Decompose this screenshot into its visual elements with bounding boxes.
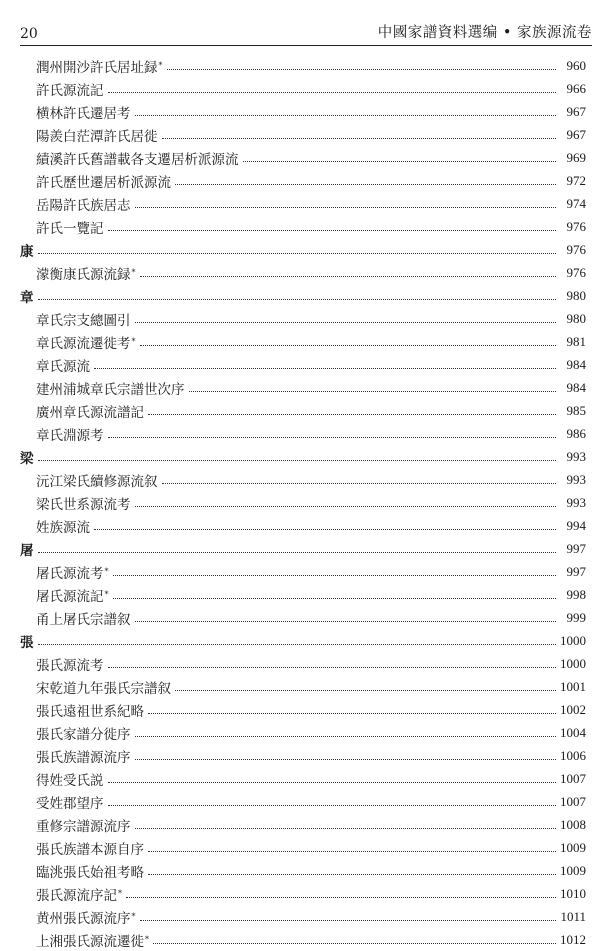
toc-page-number: 1009: [560, 862, 586, 878]
toc-entry[interactable]: [0, 928, 610, 951]
toc-entry-title: 上湘張氏源流遷徙: [36, 933, 144, 950]
dot-leader: [108, 782, 557, 783]
toc-page-number: 984: [566, 356, 586, 372]
dot-leader: [94, 368, 556, 369]
toc-section-heading[interactable]: [0, 445, 610, 468]
dot-leader: [135, 207, 557, 208]
toc-entry[interactable]: [0, 560, 610, 583]
toc-page-number: 1004: [560, 724, 586, 740]
toc-entry[interactable]: [0, 307, 610, 330]
toc-entry[interactable]: [0, 77, 610, 100]
toc-page-number: 986: [566, 425, 586, 441]
dot-leader: [148, 874, 556, 875]
table-of-contents: [0, 54, 610, 951]
toc-page-number: 1001: [560, 678, 586, 694]
dot-leader: [140, 276, 557, 277]
toc-entry-title: 章氏淵源考: [36, 427, 104, 444]
dot-leader: [108, 230, 557, 231]
toc-entry-title: 許氏歷世遷居析派源流: [36, 174, 171, 191]
toc-entry[interactable]: [0, 583, 610, 606]
asterisk-mark: *: [131, 912, 136, 921]
dot-leader: [148, 414, 556, 415]
toc-entry[interactable]: [0, 261, 610, 284]
asterisk-mark: *: [131, 268, 136, 277]
toc-entry-title: 章氏源流遷徙考: [36, 335, 131, 352]
toc-page-number: 1007: [560, 793, 586, 809]
toc-entry-title: 陽羨白茫潭許氏居徙: [36, 128, 158, 145]
toc-page-number: 976: [566, 241, 586, 257]
toc-entry-title: 許氏源流記: [36, 82, 104, 99]
toc-entry[interactable]: [0, 422, 610, 445]
asterisk-mark: *: [158, 61, 163, 70]
toc-page-number: 993: [566, 471, 586, 487]
toc-page-number: 980: [566, 287, 586, 303]
toc-entry[interactable]: [0, 882, 610, 905]
dot-leader: [175, 184, 556, 185]
toc-entry[interactable]: [0, 169, 610, 192]
dot-leader: [38, 299, 557, 300]
toc-entry[interactable]: [0, 698, 610, 721]
toc-section-heading[interactable]: [0, 238, 610, 261]
dot-leader: [135, 506, 557, 507]
toc-page-number: 1007: [560, 770, 586, 786]
toc-page-number: 972: [566, 172, 586, 188]
toc-entry-title: 屠氏源流記: [36, 588, 104, 605]
toc-entry[interactable]: [0, 376, 610, 399]
dot-leader: [153, 943, 556, 944]
toc-entry[interactable]: [0, 652, 610, 675]
toc-entry[interactable]: [0, 721, 610, 744]
toc-page-number: 1000: [560, 632, 586, 648]
toc-entry-title: 績溪許氏舊譜載各支遷居析派源流: [36, 151, 239, 168]
dot-leader: [108, 667, 557, 668]
dot-leader: [140, 920, 557, 921]
toc-section-heading[interactable]: [0, 629, 610, 652]
toc-page-number: 998: [566, 586, 586, 602]
dot-leader: [108, 92, 557, 93]
asterisk-mark: *: [118, 889, 122, 898]
toc-entry-title: 潤州開沙許氏居址録: [36, 59, 158, 76]
toc-page-number: 1006: [560, 747, 586, 763]
toc-page-number: 981: [566, 333, 586, 349]
toc-entry-title: 康: [20, 243, 34, 260]
dot-leader: [135, 759, 557, 760]
toc-entry-title: 横林許氏遷居考: [36, 105, 131, 122]
toc-entry-title: 張氏族譜本源自序: [36, 841, 144, 858]
toc-entry-title: 建州浦城章氏宗譜世次序: [36, 381, 185, 398]
running-header: [20, 18, 592, 42]
toc-entry[interactable]: [0, 491, 610, 514]
toc-entry-title: 沅江梁氏續修源流叙: [36, 473, 158, 490]
toc-entry[interactable]: [0, 744, 610, 767]
dot-leader: [113, 598, 557, 599]
toc-entry-title: 張氏族譜源流序: [36, 749, 131, 766]
toc-entry-title: 張氏源流序記: [36, 887, 117, 904]
toc-page-number: 997: [566, 563, 586, 579]
dot-leader: [38, 644, 557, 645]
toc-entry-title: 張氏家譜分徙序: [36, 726, 131, 743]
toc-entry-title: 屠氏源流考: [36, 565, 104, 582]
toc-page-number: 1002: [560, 701, 586, 717]
toc-entry[interactable]: [0, 468, 610, 491]
toc-entry[interactable]: [0, 813, 610, 836]
toc-entry[interactable]: [0, 192, 610, 215]
toc-page-number: 1008: [560, 816, 586, 832]
asterisk-mark: *: [131, 337, 136, 346]
toc-entry-title: 岳陽許氏族居志: [36, 197, 131, 214]
toc-entry-title: 廣州章氏源流譜記: [36, 404, 144, 421]
dot-leader: [38, 253, 557, 254]
dot-leader: [175, 690, 556, 691]
toc-entry[interactable]: [0, 905, 610, 928]
toc-page-number: 994: [566, 517, 586, 533]
toc-entry-title: 屠: [20, 542, 34, 559]
dot-leader: [167, 69, 557, 70]
toc-entry-title: 得姓受氏説: [36, 772, 104, 789]
toc-entry-title: 章氏源流: [36, 358, 90, 375]
toc-entry-title: 梁: [20, 450, 34, 467]
toc-page-number: 960: [566, 57, 586, 73]
dot-leader: [189, 391, 557, 392]
toc-page-number: 974: [566, 195, 586, 211]
toc-entry[interactable]: [0, 146, 610, 169]
header-rule: [20, 45, 592, 46]
dot-leader: [243, 161, 557, 162]
dot-leader: [135, 621, 557, 622]
toc-page-number: 1000: [560, 655, 586, 671]
toc-entry[interactable]: [0, 330, 610, 353]
dot-leader: [135, 736, 557, 737]
toc-page-number: 999: [566, 609, 586, 625]
toc-entry[interactable]: [0, 514, 610, 537]
book-title: 中國家譜資料選编 • 家族源流卷: [377, 25, 592, 41]
toc-page-number: 1012: [560, 931, 586, 947]
toc-entry[interactable]: [0, 123, 610, 146]
toc-entry[interactable]: [0, 767, 610, 790]
toc-entry-title: 張: [20, 634, 34, 651]
toc-entry[interactable]: [0, 606, 610, 629]
toc-page-number: 967: [566, 103, 586, 119]
toc-entry-title: 張氏遠祖世系紀略: [36, 703, 144, 720]
page-number: 20: [20, 26, 38, 42]
toc-page-number: 966: [566, 80, 586, 96]
dot-leader: [140, 345, 557, 346]
toc-entry-title: 章氏宗支總圖引: [36, 312, 131, 329]
toc-page-number: 976: [566, 218, 586, 234]
dot-leader: [135, 828, 557, 829]
toc-entry[interactable]: [0, 675, 610, 698]
toc-entry[interactable]: [0, 215, 610, 238]
toc-entry-title: 臨洮張氏始祖考略: [36, 864, 144, 881]
toc-page-number: 984: [566, 379, 586, 395]
asterisk-mark: *: [145, 935, 149, 944]
asterisk-mark: *: [104, 567, 109, 576]
toc-entry-title: 黄州張氏源流序: [36, 910, 131, 927]
asterisk-mark: *: [104, 590, 109, 599]
dot-leader: [148, 713, 556, 714]
toc-entry[interactable]: [0, 399, 610, 422]
dot-leader: [38, 552, 557, 553]
toc-entry[interactable]: [0, 54, 610, 77]
toc-page-number: 980: [566, 310, 586, 326]
dot-leader: [108, 437, 557, 438]
dot-leader: [135, 322, 557, 323]
toc-page-number: 993: [566, 494, 586, 510]
toc-entry-title: 張氏源流考: [36, 657, 104, 674]
toc-entry[interactable]: [0, 100, 610, 123]
dot-leader: [38, 460, 557, 461]
toc-entry[interactable]: [0, 353, 610, 376]
toc-entry-title: 濛衡康氏源流録: [36, 266, 131, 283]
toc-entry-title: 重修宗譜源流序: [36, 818, 131, 835]
toc-entry-title: 梁氏世系源流考: [36, 496, 131, 513]
toc-page-number: 993: [566, 448, 586, 464]
toc-page-number: 1009: [560, 839, 586, 855]
toc-page-number: 997: [566, 540, 586, 556]
toc-page-number: 967: [566, 126, 586, 142]
toc-page-number: 976: [566, 264, 586, 280]
toc-entry-title: 受姓郡望序: [36, 795, 104, 812]
toc-entry-title: 甬上屠氏宗譜叙: [36, 611, 131, 628]
dot-leader: [94, 529, 556, 530]
dot-leader: [162, 483, 557, 484]
toc-entry-title: 姓族源流: [36, 519, 90, 536]
toc-page-number: 1011: [560, 908, 586, 924]
dot-leader: [126, 897, 556, 898]
toc-entry[interactable]: [0, 859, 610, 882]
toc-entry[interactable]: [0, 836, 610, 859]
dot-leader: [148, 851, 556, 852]
toc-section-heading[interactable]: [0, 284, 610, 307]
toc-entry-title: 宋乾道九年張氏宗譜叙: [36, 680, 171, 697]
dot-leader: [108, 805, 557, 806]
toc-page-number: 969: [566, 149, 586, 165]
toc-section-heading[interactable]: [0, 537, 610, 560]
dot-leader: [162, 138, 557, 139]
toc-page-number: 1010: [560, 885, 586, 901]
toc-page-number: 985: [566, 402, 586, 418]
dot-leader: [135, 115, 557, 116]
toc-entry-title: 許氏一覽記: [36, 220, 104, 237]
dot-leader: [113, 575, 557, 576]
toc-entry-title: 章: [20, 289, 34, 306]
toc-entry[interactable]: [0, 790, 610, 813]
